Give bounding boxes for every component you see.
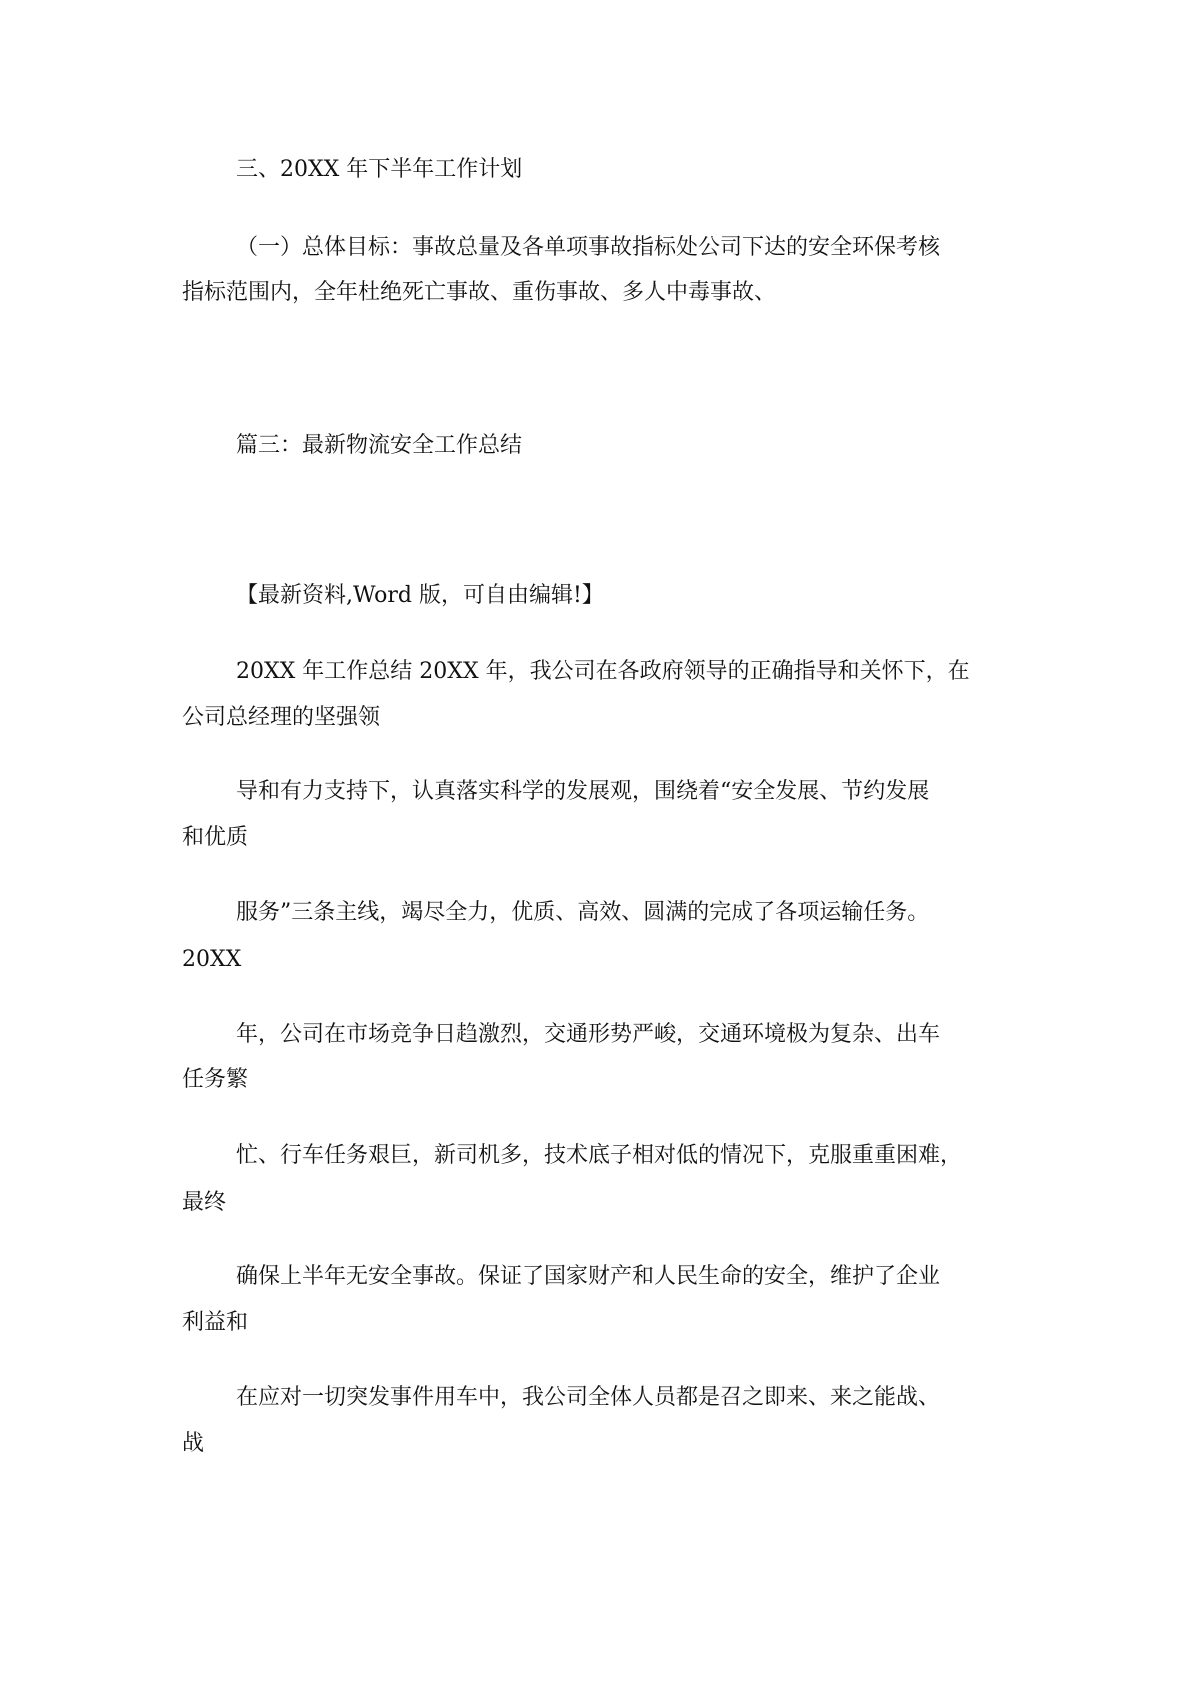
chapter-title: 篇三：最新物流安全工作总结 bbox=[236, 433, 523, 458]
paragraph-line: 战 bbox=[182, 1431, 205, 1456]
paragraph-line: 导和有力支持下，认真落实科学的发展观，围绕着“安全发展、节约发展 bbox=[236, 779, 930, 804]
paragraph-line: 最终 bbox=[182, 1190, 227, 1215]
paragraph-line: 服务”三条主线，竭尽全力，优质、高效、圆满的完成了各项运输任务。 bbox=[236, 900, 930, 925]
section-heading-plan: 三、20XX 年下半年工作计划 bbox=[236, 157, 523, 182]
paragraph-line: 忙、行车任务艰巨，新司机多，技术底子相对低的情况下，克服重重困难， bbox=[236, 1143, 963, 1168]
paragraph-line: 20XX bbox=[182, 947, 242, 972]
paragraph-line: 在应对一切突发事件用车中，我公司全体人员都是召之即来、来之能战、 bbox=[236, 1385, 941, 1410]
paragraph-line: 公司总经理的坚强领 bbox=[182, 705, 381, 730]
paragraph-line: 年，公司在市场竞争日趋激烈，交通形势严峻，交通环境极为复杂、出车 bbox=[236, 1022, 941, 1047]
paragraph-line: （一）总体目标：事故总量及各单项事故指标处公司下达的安全环保考核 bbox=[236, 235, 941, 260]
paragraph-line: 指标范围内，全年杜绝死亡事故、重伤事故、多人中毒事故、 bbox=[182, 280, 777, 305]
paragraph-line: 和优质 bbox=[182, 825, 249, 850]
paragraph-line: 确保上半年无安全事故。保证了国家财产和人民生命的安全，维护了企业 bbox=[236, 1264, 941, 1289]
editable-note: 【最新资料,Word 版，可自由编辑!】 bbox=[236, 583, 604, 608]
paragraph-line: 20XX 年工作总结 20XX 年，我公司在各政府领导的正确指导和关怀下，在 bbox=[236, 659, 970, 684]
paragraph-line: 任务繁 bbox=[182, 1067, 249, 1092]
paragraph-line: 利益和 bbox=[182, 1310, 249, 1335]
